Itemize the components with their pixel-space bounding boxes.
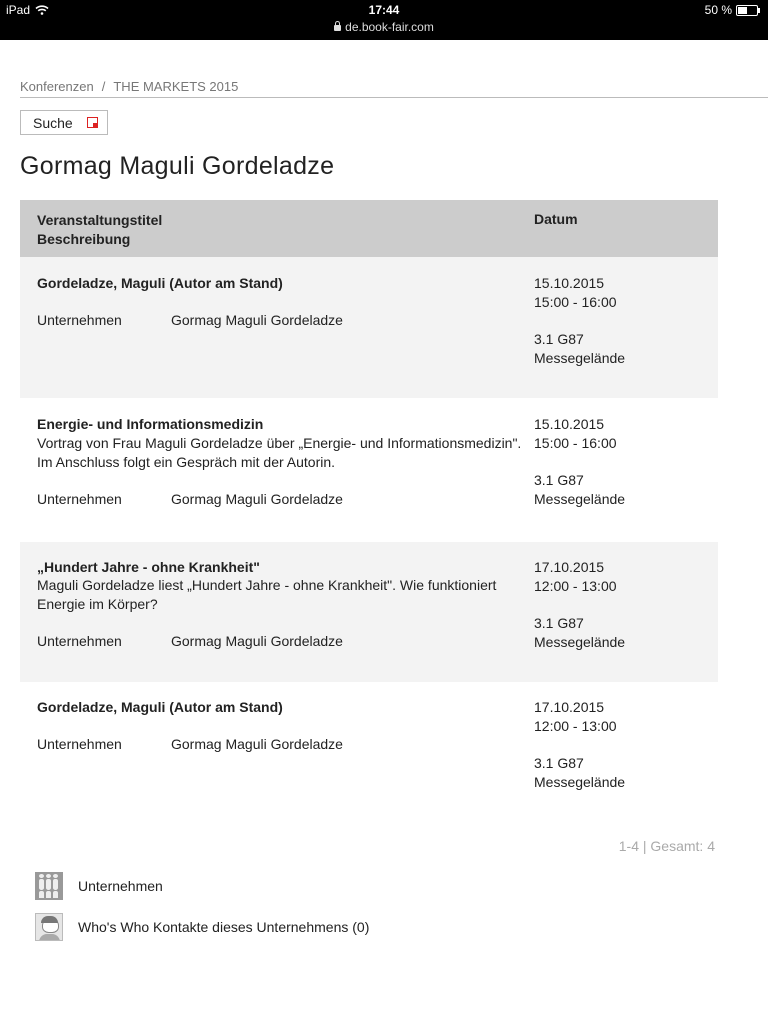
- company-name[interactable]: Gormag Maguli Gordeladze: [171, 633, 343, 649]
- header-beschreibung: Beschreibung: [37, 231, 131, 247]
- event-time: 15:00 - 16:00: [534, 294, 617, 310]
- clock: 17:44: [368, 3, 400, 17]
- table-row[interactable]: [20, 682, 718, 812]
- event-location: [534, 754, 625, 792]
- company-label: Unternehmen: [37, 312, 122, 328]
- event-venue: Messegelände: [534, 350, 626, 366]
- event-date: 17.10.2015: [534, 559, 605, 575]
- page-title: Gormag Maguli Gordeladze: [20, 152, 335, 180]
- company-link[interactable]: [35, 872, 163, 900]
- event-time: 12:00 - 13:00: [534, 578, 617, 594]
- search-button[interactable]: [20, 110, 108, 135]
- table-row[interactable]: [20, 542, 718, 682]
- event-date-time: [534, 558, 617, 596]
- event-date: 17.10.2015: [534, 699, 605, 715]
- event-hall: 3.1 G87: [534, 331, 584, 347]
- event-description: Vortrag von Frau Maguli Gordeladze über „Energie- und Informationsmedizin". Im Anschluss folgt ein Gespräch mit der Autorin.: [37, 435, 522, 470]
- url-text: de.book-fair.com: [345, 20, 434, 34]
- events-table: [20, 200, 718, 812]
- people-icon: [35, 872, 63, 900]
- company-name[interactable]: Gormag Maguli Gordeladze: [171, 312, 343, 328]
- breadcrumb-the-markets[interactable]: THE MARKETS 2015: [113, 79, 239, 94]
- event-venue: Messegelände: [534, 634, 626, 650]
- event-location: [534, 330, 625, 368]
- table-row[interactable]: [20, 398, 718, 542]
- status-bar: [0, 0, 768, 40]
- event-title[interactable]: Energie- und Informationsmedizin: [37, 416, 264, 432]
- company-label: Unternehmen: [37, 736, 122, 752]
- event-time: 15:00 - 16:00: [534, 435, 617, 451]
- event-date: 15.10.2015: [534, 416, 605, 432]
- company-link-label[interactable]: Unternehmen: [78, 878, 163, 894]
- table-header: [20, 200, 718, 257]
- lock-icon: [334, 25, 341, 31]
- event-venue: Messegelände: [534, 491, 626, 507]
- pagination-summary: 1-4 | Gesamt: 4: [618, 838, 715, 854]
- contacts-link-label[interactable]: Who's Who Kontakte dieses Unternehmens (0): [78, 919, 370, 935]
- breadcrumb-konferenzen[interactable]: Konferenzen: [20, 79, 94, 94]
- search-button-label: Suche: [33, 114, 73, 131]
- status-right: [705, 3, 758, 17]
- battery-icon: [736, 5, 758, 16]
- address-bar[interactable]: [0, 20, 768, 34]
- event-date: 15.10.2015: [534, 275, 605, 291]
- event-description: Maguli Gordeladze liest „Hundert Jahre - ohne Krankheit". Wie funktioniert Energie im Körper?: [37, 577, 497, 612]
- event-date-time: [534, 274, 617, 312]
- event-title[interactable]: Gordeladze, Maguli (Autor am Stand): [37, 275, 283, 291]
- company-label: Unternehmen: [37, 491, 122, 507]
- header-datum: Datum: [534, 211, 578, 227]
- event-venue: Messegelände: [534, 774, 626, 790]
- person-icon: [35, 913, 63, 941]
- event-date-time: [534, 415, 617, 453]
- event-hall: 3.1 G87: [534, 472, 584, 488]
- table-row[interactable]: [20, 257, 718, 398]
- event-time: 12:00 - 13:00: [534, 718, 617, 734]
- event-title[interactable]: „Hundert Jahre - ohne Krankheit": [37, 559, 260, 575]
- external-link-icon: [87, 117, 98, 128]
- event-location: [534, 614, 625, 652]
- contacts-link[interactable]: [35, 913, 369, 941]
- event-location: [534, 471, 625, 509]
- event-hall: 3.1 G87: [534, 615, 584, 631]
- breadcrumb: [20, 79, 238, 94]
- header-title-column: [37, 211, 162, 249]
- event-date-time: [534, 698, 617, 736]
- breadcrumb-separator: /: [101, 79, 106, 94]
- company-name[interactable]: Gormag Maguli Gordeladze: [171, 736, 343, 752]
- device-label: iPad: [6, 3, 31, 17]
- battery-percent: 50 %: [704, 3, 732, 17]
- event-title[interactable]: Gordeladze, Maguli (Autor am Stand): [37, 699, 283, 715]
- event-hall: 3.1 G87: [534, 755, 584, 771]
- header-veranstaltungstitel: Veranstaltungstitel: [37, 212, 163, 228]
- divider: [20, 97, 768, 98]
- company-name[interactable]: Gormag Maguli Gordeladze: [171, 491, 343, 507]
- company-label: Unternehmen: [37, 633, 122, 649]
